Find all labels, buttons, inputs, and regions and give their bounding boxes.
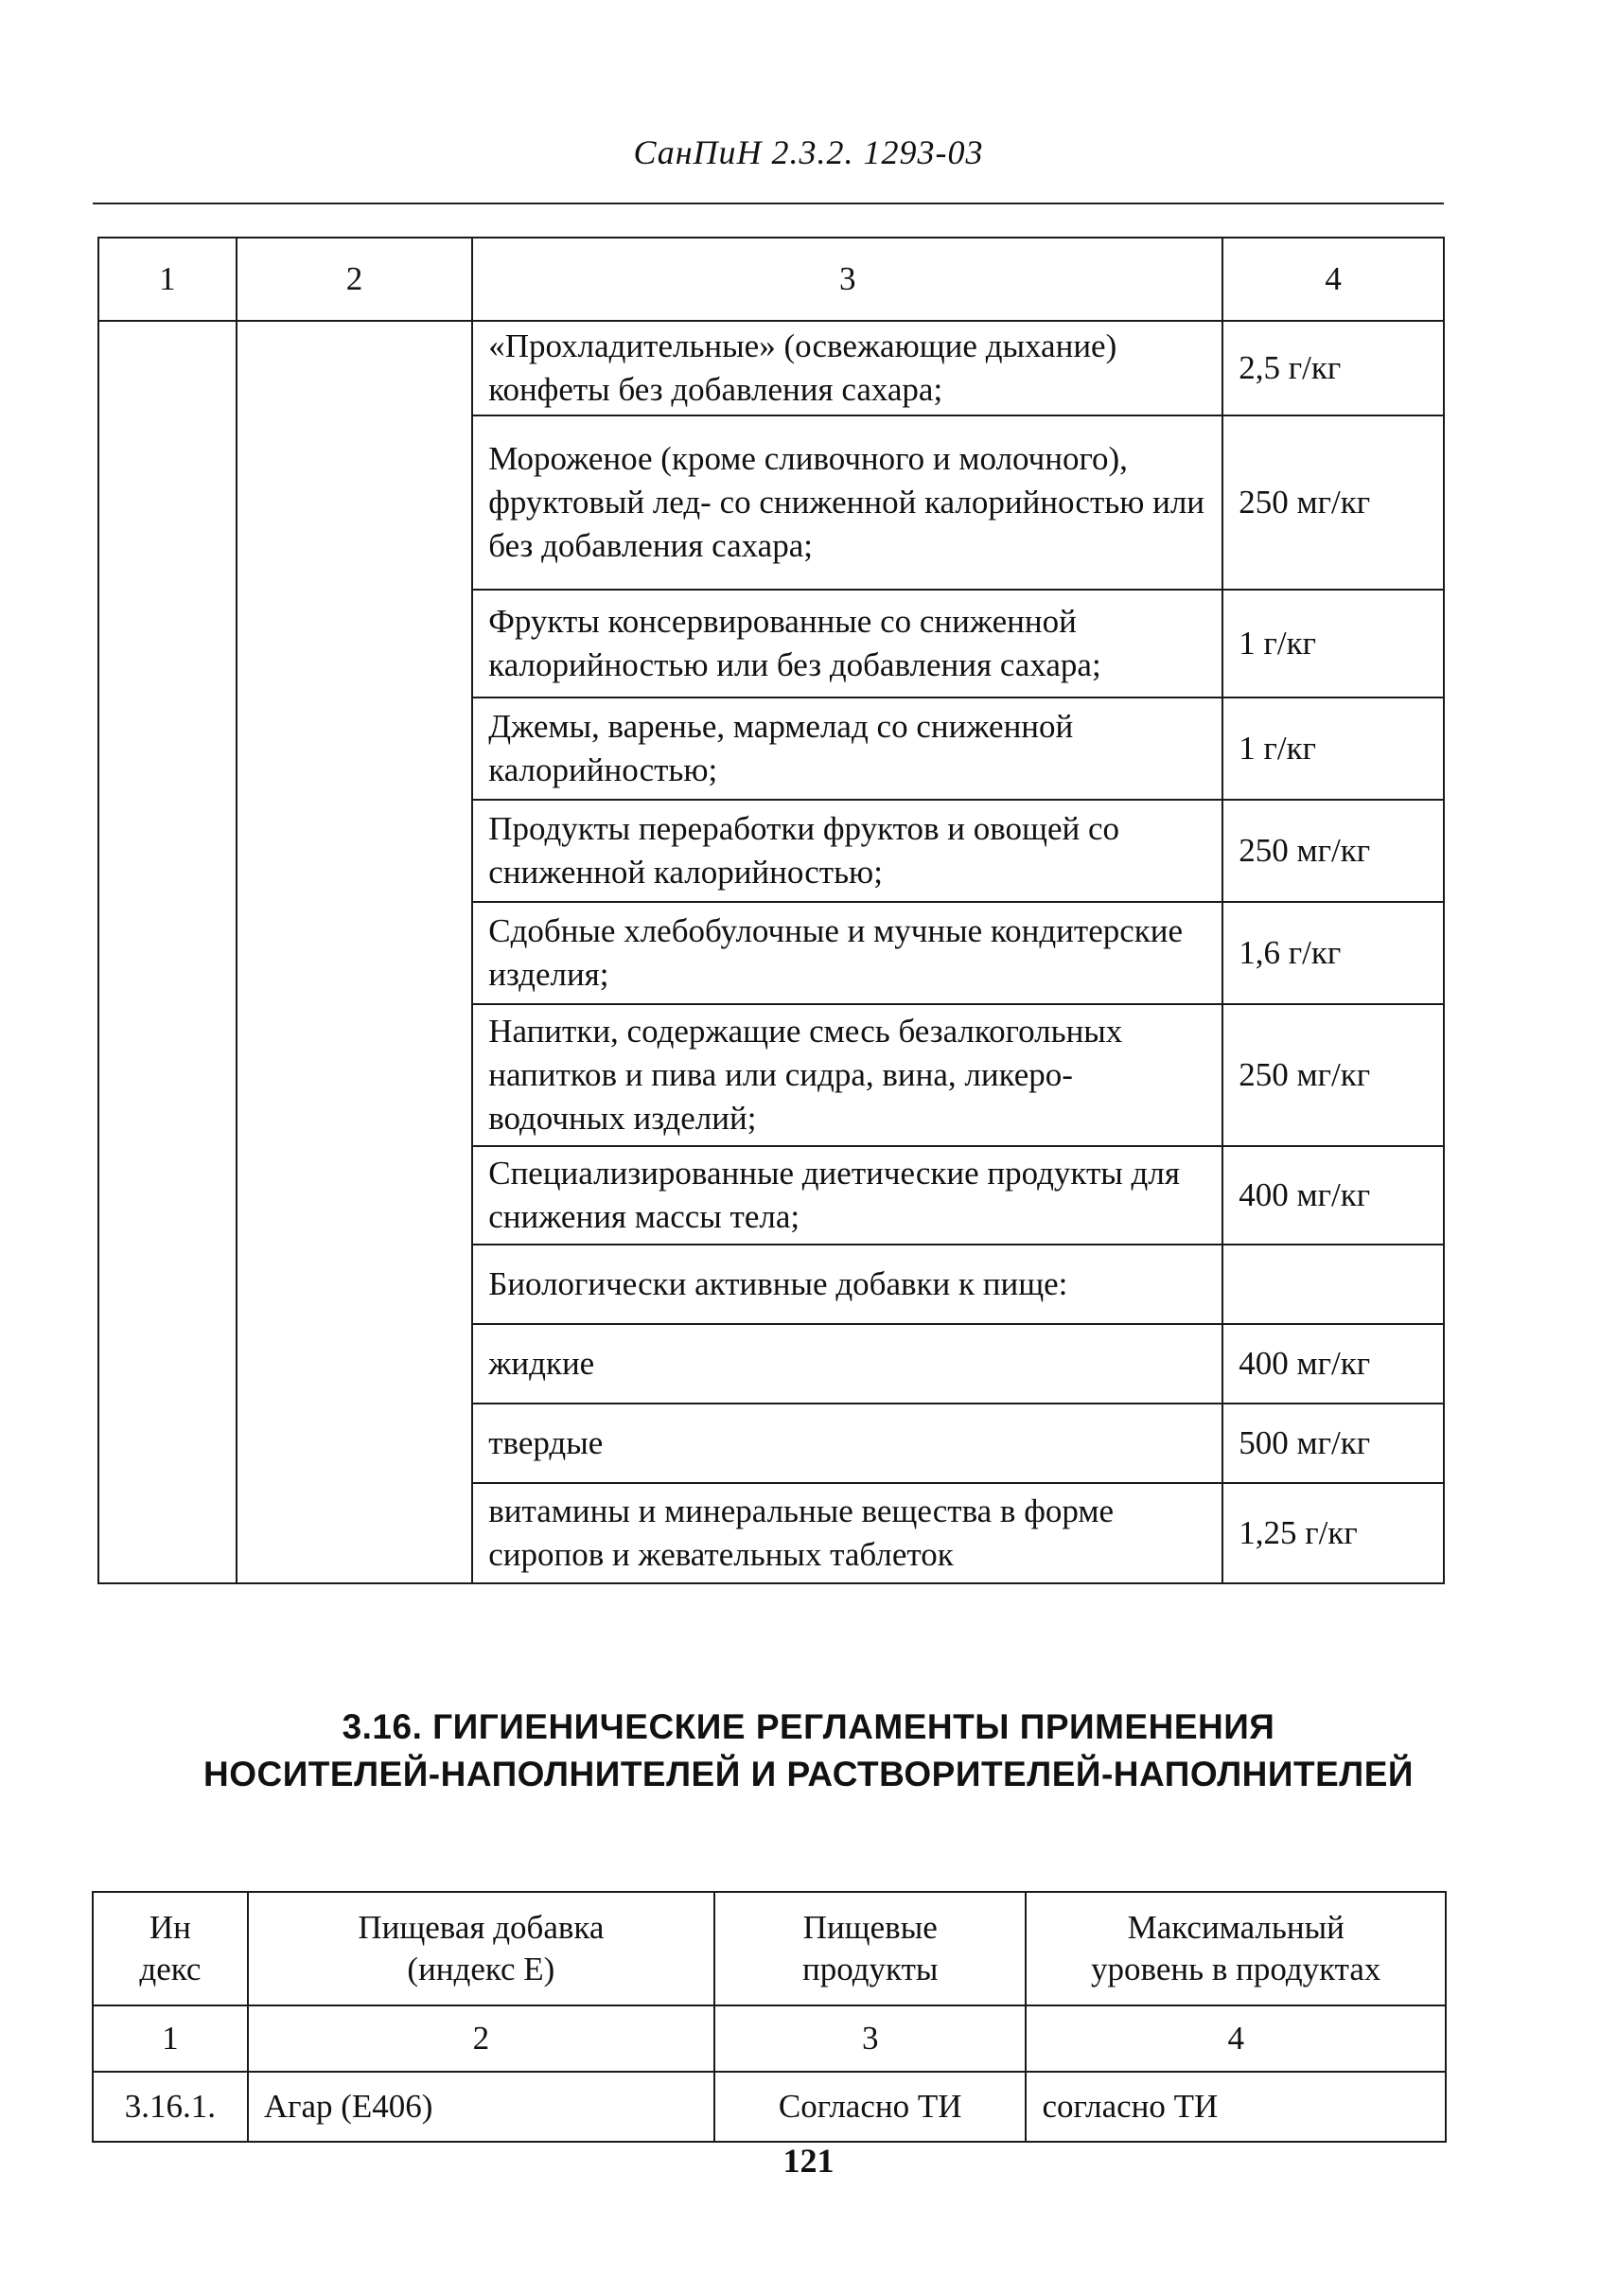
additive-cell: Агар (Е406) bbox=[248, 2072, 714, 2142]
col-number-3: 3 bbox=[714, 2005, 1027, 2072]
product-cell: жидкие bbox=[472, 1324, 1222, 1404]
limit-cell bbox=[1222, 1245, 1444, 1324]
max-level-cell: согласно ТИ bbox=[1026, 2072, 1446, 2142]
limit-cell: 250 мг/кг bbox=[1222, 1004, 1444, 1146]
empty-index-cell bbox=[98, 321, 237, 1583]
product-cell: Фрукты консервированные со сниженной калорийностью или без добавления сахара; bbox=[472, 590, 1222, 698]
product-cell: твердые bbox=[472, 1404, 1222, 1483]
limit-cell: 400 мг/кг bbox=[1222, 1324, 1444, 1404]
col-header-2: 2 bbox=[237, 238, 473, 321]
limit-cell: 1,6 г/кг bbox=[1222, 902, 1444, 1004]
limit-cell: 1 г/кг bbox=[1222, 698, 1444, 800]
product-cell: «Прохладительные» (освежающие дыхание) конфеты без добавления сахара; bbox=[472, 321, 1222, 415]
col-number-2: 2 bbox=[248, 2005, 714, 2072]
product-cell: Специализированные диетические продукты для снижения массы тела; bbox=[472, 1146, 1222, 1245]
col-header-1: 1 bbox=[98, 238, 237, 321]
col-header-4: 4 bbox=[1222, 238, 1444, 321]
limit-cell: 250 мг/кг bbox=[1222, 415, 1444, 590]
section-title-line-1: 3.16. ГИГИЕНИЧЕСКИЕ РЕГЛАМЕНТЫ ПРИМЕНЕНИЯ bbox=[342, 1707, 1275, 1746]
table-header-row bbox=[93, 1892, 1446, 2005]
limit-cell: 1,25 г/кг bbox=[1222, 1483, 1444, 1583]
product-cell: Биологически активные добавки к пище: bbox=[472, 1245, 1222, 1324]
header-divider bbox=[93, 203, 1444, 204]
page-header-title: СанПиН 2.3.2. 1293-03 bbox=[633, 133, 984, 171]
limit-cell: 250 мг/кг bbox=[1222, 800, 1444, 902]
limit-cell: 400 мг/кг bbox=[1222, 1146, 1444, 1245]
col-header-additive: Пищевая добавка (индекс Е) bbox=[248, 1892, 714, 2005]
col-header-products: Пищевые продукты bbox=[714, 1892, 1027, 2005]
product-cell: витамины и минеральные вещества в форме сиропов и жевательных таблеток bbox=[472, 1483, 1222, 1583]
table-row bbox=[93, 2072, 1446, 2142]
col-number-4: 4 bbox=[1026, 2005, 1446, 2072]
limit-cell: 500 мг/кг bbox=[1222, 1404, 1444, 1483]
empty-additive-cell bbox=[237, 321, 473, 1583]
section-title-line-2: НОСИТЕЛЕЙ-НАПОЛНИТЕЛЕЙ И РАСТВОРИТЕЛЕЙ-НАПОЛНИТЕЛЕЙ bbox=[202, 1755, 1414, 1793]
section-title bbox=[0, 1704, 1617, 1798]
col-header-max-level: Максимальный уровень в продуктах bbox=[1026, 1892, 1446, 2005]
product-cell: Мороженое (кроме сливочного и молочного), фруктовый лед- со сниженной калорийностью или без добавления сахара; bbox=[472, 415, 1222, 590]
additives-limit-table bbox=[97, 237, 1445, 1584]
page-number: 121 bbox=[782, 2142, 835, 2180]
col-header-index: Ин декс bbox=[93, 1892, 248, 2005]
carriers-fillers-table bbox=[92, 1891, 1447, 2143]
table-header-row bbox=[98, 238, 1444, 321]
product-cell: Сдобные хлебобулочные и мучные кондитерские изделия; bbox=[472, 902, 1222, 1004]
limit-cell: 2,5 г/кг bbox=[1222, 321, 1444, 415]
col-header-3: 3 bbox=[472, 238, 1222, 321]
col-number-1: 1 bbox=[93, 2005, 248, 2072]
index-cell: 3.16.1. bbox=[93, 2072, 248, 2142]
products-cell: Согласно ТИ bbox=[714, 2072, 1027, 2142]
product-cell: Джемы, варенье, мармелад со сниженной калорийностью; bbox=[472, 698, 1222, 800]
limit-cell: 1 г/кг bbox=[1222, 590, 1444, 698]
column-number-row bbox=[93, 2005, 1446, 2072]
product-cell: Напитки, содержащие смесь безалкогольных напитков и пива или сидра, вина, ликеро-водочных изделий; bbox=[472, 1004, 1222, 1146]
product-cell: Продукты переработки фруктов и овощей со сниженной калорийностью; bbox=[472, 800, 1222, 902]
table-row bbox=[98, 321, 1444, 415]
